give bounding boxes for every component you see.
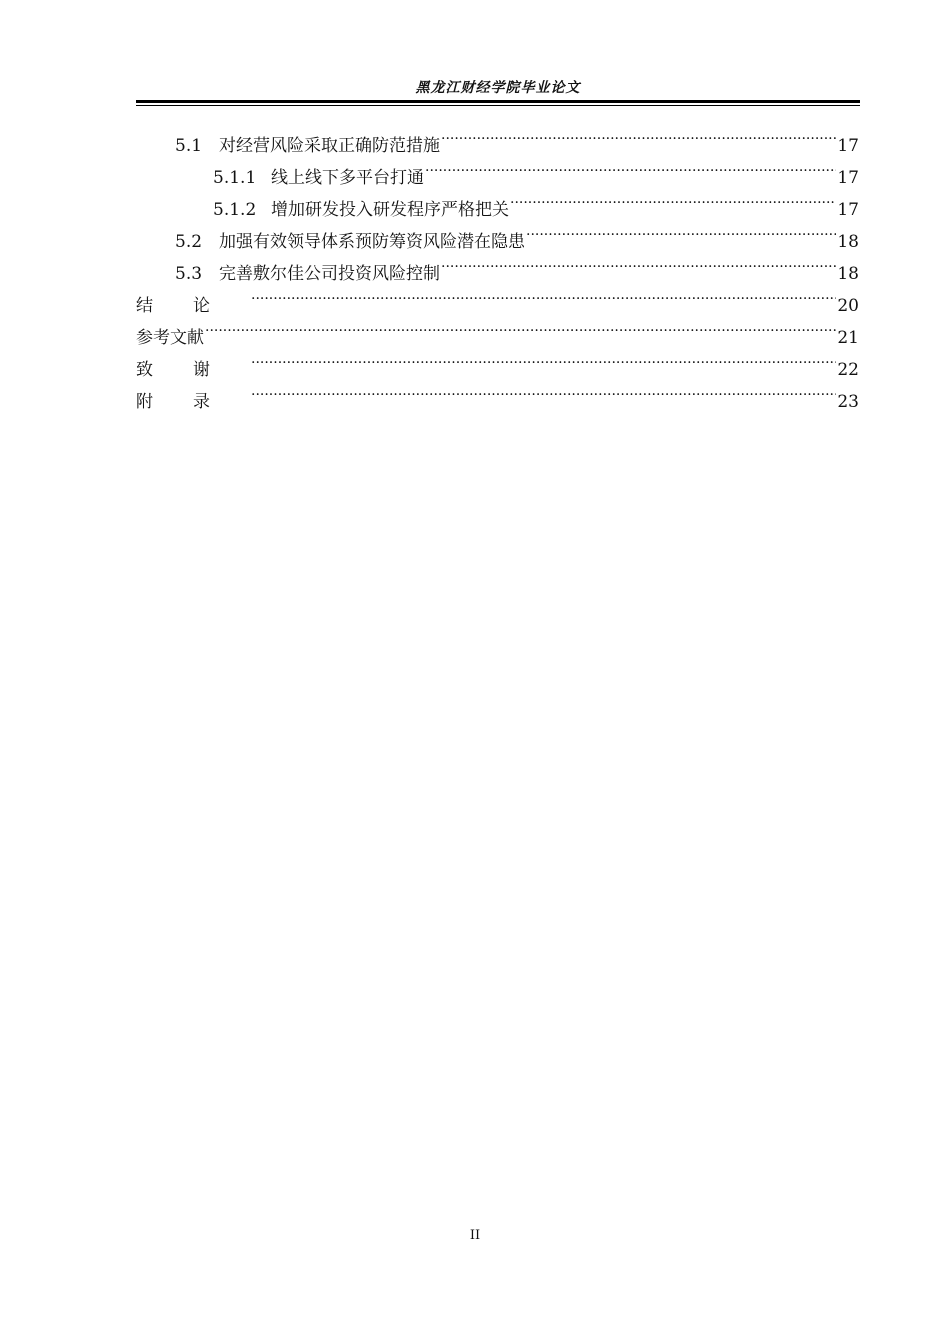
toc-entry-references[interactable] (136, 311, 859, 348)
toc-page: 22 (837, 360, 859, 380)
toc-title: 致谢 (136, 360, 250, 380)
page-header: 黑龙江财经学院毕业论文 (415, 80, 581, 96)
dot-leader (526, 215, 836, 247)
toc-number: 5.1.2 (213, 200, 257, 220)
toc-title: 线上线下多平台打通 (271, 168, 424, 188)
dot-leader (510, 183, 836, 215)
toc-number: 5.3 (175, 264, 203, 284)
toc-page: 18 (837, 232, 859, 252)
toc-page: 18 (837, 264, 859, 284)
toc-page: 20 (837, 296, 859, 316)
dot-leader (425, 151, 836, 183)
page-number: II (469, 1228, 481, 1243)
toc-title: 参考文献 (136, 328, 204, 348)
toc-number: 5.2 (175, 232, 203, 252)
toc-number: 5.1.1 (213, 168, 257, 188)
dot-leader (251, 343, 836, 375)
toc-page: 17 (837, 136, 859, 156)
dot-leader (441, 247, 836, 279)
toc-page: 17 (837, 168, 859, 188)
toc-number: 5.1 (175, 136, 203, 156)
toc-title: 完善敷尔佳公司投资风险控制 (219, 264, 440, 284)
toc-title: 附录 (136, 392, 250, 412)
table-of-contents (136, 119, 859, 412)
toc-title: 加强有效领导体系预防筹资风险潜在隐患 (219, 232, 525, 252)
toc-page: 21 (837, 328, 859, 348)
toc-title: 增加研发投入研发程序严格把关 (271, 200, 509, 220)
dot-leader (441, 119, 836, 151)
toc-page: 17 (837, 200, 859, 220)
toc-title: 对经营风险采取正确防范措施 (219, 136, 440, 156)
header-rule-thick (136, 100, 860, 103)
header-rule-thin (136, 105, 860, 106)
toc-title: 结论 (136, 296, 250, 316)
toc-entry-acknowledgements[interactable] (136, 343, 859, 380)
dot-leader (205, 311, 836, 343)
toc-entry-5-1[interactable] (136, 119, 859, 156)
dot-leader (251, 375, 836, 407)
toc-page: 23 (837, 392, 859, 412)
dot-leader (251, 279, 836, 311)
